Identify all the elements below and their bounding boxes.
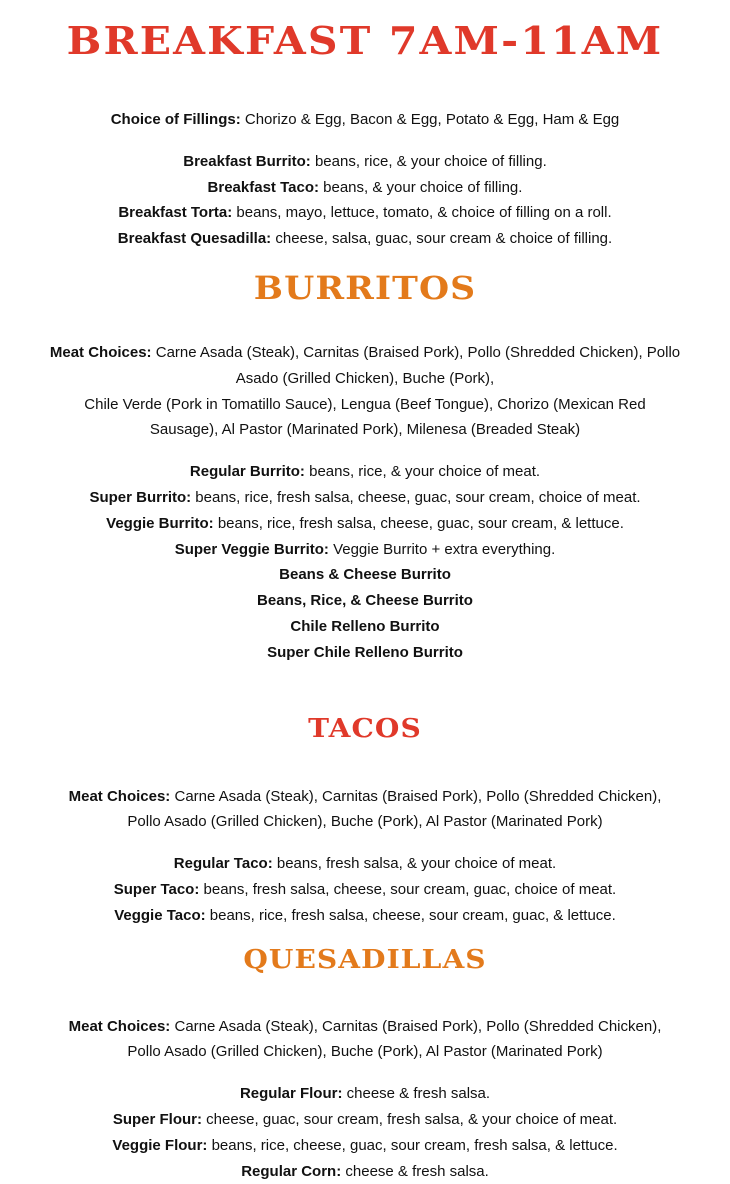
item-label: Regular Taco:	[173, 855, 273, 873]
item-label: Breakfast Torta:	[118, 204, 233, 222]
item-description: beans, rice, & your choice of meat.	[304, 463, 541, 481]
meat-choices-label: Meat Choices:	[68, 787, 171, 805]
item-label: Veggie Burrito:	[106, 514, 214, 532]
item-description: beans, mayo, lettuce, tomato, & choice of filling on a roll.	[232, 204, 612, 222]
item-description: cheese, guac, sour cream, fresh salsa, & your choice of meat.	[201, 1110, 618, 1128]
quesadillas-meat-choices	[20, 1014, 710, 1066]
meat-choices-line	[20, 1014, 710, 1040]
item-label: Super Burrito:	[89, 488, 192, 506]
menu-item	[20, 1081, 710, 1107]
meat-choices-line: Pollo Asado (Grilled Chicken), Buche (Pork), Al Pastor (Marinated Pork)	[127, 813, 603, 831]
menu-item	[20, 877, 710, 903]
quesadillas-items	[20, 1081, 710, 1184]
meat-choices-line: Pollo Asado (Grilled Chicken), Buche (Pork), Al Pastor (Marinated Pork)	[127, 1043, 603, 1061]
meat-choices-line: Sausage), Al Pastor (Marinated Pork), Milenesa (Breaded Steak)	[149, 421, 581, 439]
tacos-meat-choices	[20, 784, 710, 836]
menu-item	[20, 1133, 710, 1159]
item-description: beans, rice, fresh salsa, cheese, guac, sour cream, & lettuce.	[213, 514, 624, 532]
meat-choices-line	[20, 784, 710, 810]
menu-item	[20, 459, 710, 485]
item-label: Regular Flour:	[239, 1085, 343, 1103]
item-description: beans, fresh salsa, cheese, sour cream, guac, choice of meat.	[199, 880, 617, 898]
item-label: Regular Burrito:	[189, 463, 305, 481]
menu-item	[20, 851, 710, 877]
item-description: cheese & fresh salsa.	[341, 1162, 489, 1180]
item-label: Super Chile Relleno Burrito	[267, 643, 463, 661]
item-description: beans, & your choice of filling.	[318, 178, 523, 196]
menu-item	[20, 511, 710, 537]
item-description: cheese & fresh salsa.	[342, 1085, 491, 1103]
menu-item	[20, 588, 710, 614]
menu-item	[20, 175, 710, 201]
item-label: Beans & Cheese Burrito	[279, 566, 451, 584]
item-label: Super Veggie Burrito:	[174, 540, 329, 558]
item-label: Breakfast Burrito:	[183, 152, 311, 170]
menu-item	[20, 614, 710, 640]
menu-item	[20, 485, 710, 511]
meat-choices-text: Carne Asada (Steak), Carnitas (Braised Pork), Pollo (Shredded Chicken), Pollo	[151, 343, 681, 361]
meat-choices-label: Meat Choices:	[49, 343, 152, 361]
menu-item	[20, 226, 710, 252]
item-label: Chile Relleno Burrito	[290, 617, 440, 635]
breakfast-items	[20, 149, 710, 252]
fillings-text: Chorizo & Egg, Bacon & Egg, Potato & Egg, Ham & Egg	[240, 111, 620, 128]
menu-item	[20, 562, 710, 588]
item-description: beans, rice, cheese, guac, sour cream, fresh salsa, & lettuce.	[207, 1136, 618, 1154]
menu-item	[20, 1159, 710, 1184]
fillings-label: Choice of Fillings:	[110, 111, 241, 128]
item-label: Veggie Flour:	[112, 1136, 208, 1154]
burritos-items	[20, 459, 710, 665]
tacos-items	[20, 851, 710, 928]
burritos-title: BURRITOS	[253, 268, 477, 307]
meat-choices-line: Asado (Grilled Chicken), Buche (Pork),	[235, 369, 495, 387]
menu-item	[20, 537, 710, 563]
item-description: Veggie Burrito + extra everything.	[328, 540, 556, 558]
meat-choices-text: Carne Asada (Steak), Carnitas (Braised Pork), Pollo (Shredded Chicken),	[170, 787, 662, 805]
menu-item	[20, 903, 710, 929]
breakfast-title: BREAKFAST 7AM-11AM	[66, 18, 664, 63]
breakfast-fillings	[20, 107, 710, 133]
menu-item	[20, 149, 710, 175]
tacos-title: TACOS	[308, 713, 422, 744]
item-description: beans, rice, fresh salsa, cheese, guac, sour cream, choice of meat.	[191, 488, 641, 506]
item-label: Regular Corn:	[241, 1162, 342, 1180]
menu-item	[20, 640, 710, 666]
item-description: cheese, salsa, guac, sour cream & choice of filling.	[271, 230, 613, 248]
item-description: beans, fresh salsa, & your choice of meat.	[272, 855, 557, 873]
item-label: Breakfast Quesadilla:	[117, 230, 272, 248]
meat-choices-label: Meat Choices:	[68, 1017, 171, 1035]
meat-choices-line: Chile Verde (Pork in Tomatillo Sauce), Lengua (Beef Tongue), Chorizo (Mexican Red	[84, 395, 646, 413]
item-label: Super Flour:	[112, 1110, 202, 1128]
quesadillas-title: QUESADILLAS	[243, 944, 487, 975]
item-description: beans, rice, & your choice of filling.	[310, 152, 547, 170]
item-label: Veggie Taco:	[114, 906, 206, 924]
menu-item	[20, 1107, 710, 1133]
item-label: Beans, Rice, & Cheese Burrito	[257, 592, 473, 610]
item-label: Breakfast Taco:	[207, 178, 319, 196]
item-label: Super Taco:	[113, 880, 200, 898]
meat-choices-line	[20, 340, 710, 366]
meat-choices-text: Carne Asada (Steak), Carnitas (Braised Pork), Pollo (Shredded Chicken),	[170, 1017, 662, 1035]
menu-item	[20, 200, 710, 226]
item-description: beans, rice, fresh salsa, cheese, sour cream, guac, & lettuce.	[205, 906, 616, 924]
burritos-meat-choices	[20, 340, 710, 443]
